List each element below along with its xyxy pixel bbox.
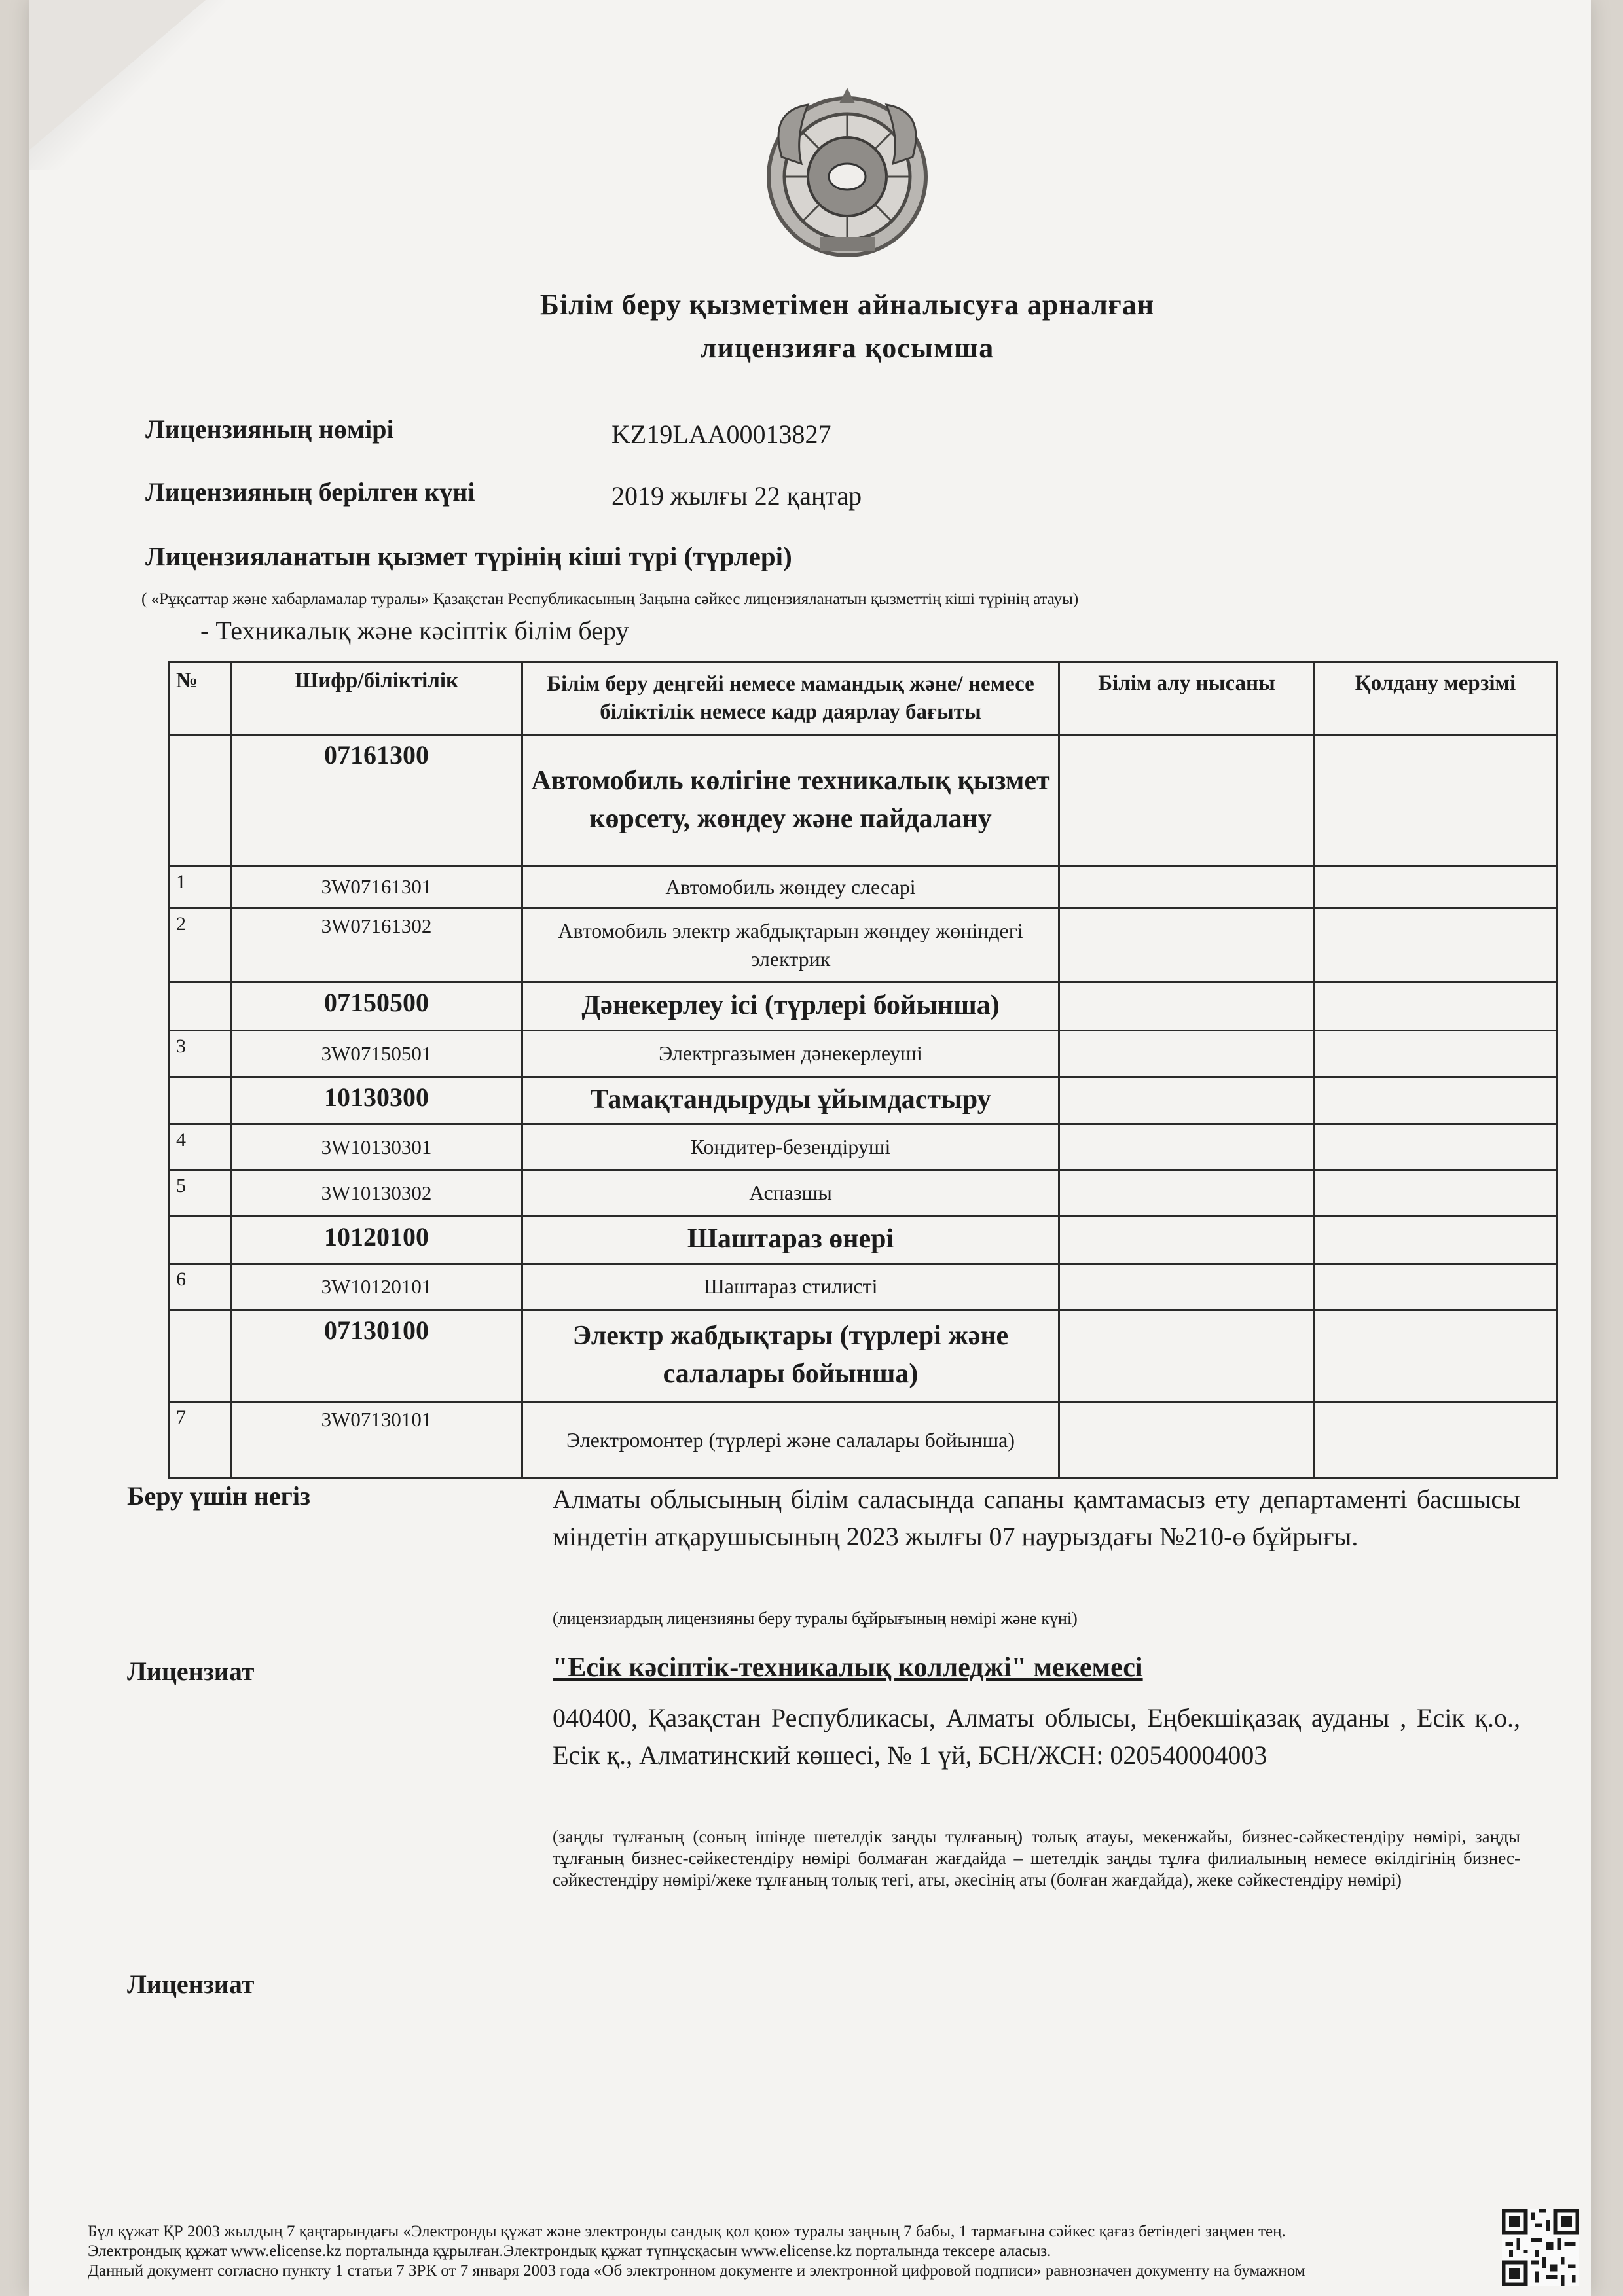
licensee-label: Лицензиат xyxy=(127,1657,255,1686)
row-term xyxy=(1315,1031,1557,1077)
state-emblem-icon xyxy=(762,85,932,262)
row-code: 3W07161301 xyxy=(231,866,522,908)
header-name: Білім беру деңгейі немесе мамандық және/ немесе біліктілік немесе кадр даярлау бағыты xyxy=(522,662,1059,735)
row-name: Электр жабдықтары (түрлері және салалары бойынша) xyxy=(522,1310,1059,1402)
row-code: 3W07130101 xyxy=(231,1402,522,1479)
table-row xyxy=(169,982,1557,1030)
row-form xyxy=(1059,1216,1315,1263)
row-form xyxy=(1059,1264,1315,1310)
table-row xyxy=(169,1216,1557,1263)
basis-label: Беру үшін негіз xyxy=(127,1481,310,1511)
row-form xyxy=(1059,734,1315,866)
row-term xyxy=(1315,1124,1557,1170)
title-line-2: лицензияға қосымша xyxy=(700,332,994,364)
row-term xyxy=(1315,866,1557,908)
row-num: 5 xyxy=(169,1170,231,1216)
issue-date-label: Лицензияның берілген күні xyxy=(145,477,475,507)
row-term xyxy=(1315,982,1557,1030)
row-num: 1 xyxy=(169,866,231,908)
row-name: Дәнекерлеу ісі (түрлері бойынша) xyxy=(522,982,1059,1030)
row-name: Автомобиль көлігіне техникалық қызмет көрсету, жөндеу және пайдалану xyxy=(522,734,1059,866)
document-page xyxy=(29,0,1591,2296)
row-name: Шаштараз стилисті xyxy=(522,1264,1059,1310)
issue-date-value: 2019 жылғы 22 қаңтар xyxy=(611,481,862,511)
row-term xyxy=(1315,1077,1557,1124)
table-row xyxy=(169,1310,1557,1402)
row-code: 07130100 xyxy=(231,1310,522,1402)
header-code: Шифр/біліктілік xyxy=(231,662,522,735)
row-num: 3 xyxy=(169,1031,231,1077)
header-num: № xyxy=(169,662,231,735)
subtype-note: ( «Рұқсаттар және хабарламалар туралы» Қазақстан Республикасының Заңына сәйкес лицензияланатын қызметтің кіші түрінің атауы) xyxy=(141,590,1079,608)
row-num xyxy=(169,1310,231,1402)
subtype-value: - Техникалық және кәсіптік білім беру xyxy=(200,616,629,645)
row-name: Автомобиль электр жабдықтарын жөндеу жөніндегі электрик xyxy=(522,908,1059,982)
footer-line-1: Бұл құжат ҚР 2003 жылдың 7 қаңтарындағы «Электронды құжат және электронды сандық қол қою» туралы заңның 7 бабы, 1 тармағына сәйкес қағаз бетіндегі заңмен тең. xyxy=(88,2223,1286,2240)
row-name: Тамақтандыруды ұйымдастыру xyxy=(522,1077,1059,1124)
row-num xyxy=(169,1216,231,1263)
row-form xyxy=(1059,908,1315,982)
folded-page-corner xyxy=(29,0,206,151)
row-code: 3W10120101 xyxy=(231,1264,522,1310)
row-form xyxy=(1059,1077,1315,1124)
table-row xyxy=(169,734,1557,866)
row-code: 3W10130302 xyxy=(231,1170,522,1216)
row-name: Электргазымен дәнекерлеуші xyxy=(522,1031,1059,1077)
row-num xyxy=(169,734,231,866)
qr-code-icon xyxy=(1502,2209,1579,2286)
row-form xyxy=(1059,1031,1315,1077)
table-row xyxy=(169,1170,1557,1216)
row-name: Кондитер-безендіруші xyxy=(522,1124,1059,1170)
row-term xyxy=(1315,1402,1557,1479)
row-name: Шаштараз өнері xyxy=(522,1216,1059,1263)
row-num xyxy=(169,1077,231,1124)
table-header-row xyxy=(169,662,1557,735)
header-form: Білім алу нысаны xyxy=(1059,662,1315,735)
row-num: 4 xyxy=(169,1124,231,1170)
subtype-label: Лицензияланатын қызмет түрінің кіші түрі (түрлері) xyxy=(145,541,792,571)
licensee-note: (заңды тұлғаның (соның ішінде шетелдік заңды тұлғаның) толық атауы, мекенжайы, бизнес-сәйкестендіру нөмірі, заңды тұлғаның бизнес-сәйкестендіру нөмірі болмаған жағдайда – шетелдік заңды тұлға филиалының немесе өкілдігінің бизнес-сәйкестендіру нөмірі/жеке тұлғаның толық тегі, аты, әкесінің аты (болған жағдайда), жеке сәйкестендіру нөмірі) xyxy=(553,1827,1520,1890)
row-term xyxy=(1315,1264,1557,1310)
row-term xyxy=(1315,908,1557,982)
row-code: 3W07161302 xyxy=(231,908,522,982)
table-row xyxy=(169,866,1557,908)
license-number-value: KZ19LAA00013827 xyxy=(611,420,831,449)
row-code: 07150500 xyxy=(231,982,522,1030)
row-form xyxy=(1059,1170,1315,1216)
table-row xyxy=(169,1402,1557,1479)
row-form xyxy=(1059,1124,1315,1170)
row-code: 3W07150501 xyxy=(231,1031,522,1077)
licensee-address: 040400, Қазақстан Республикасы, Алматы облысы, Еңбекшіқазақ ауданы , Есік қ.о., Есік қ., Алматинский көшесі, № 1 үй, БСН/ЖСН: 020540004003 xyxy=(553,1703,1520,1770)
row-code: 07161300 xyxy=(231,734,522,866)
row-form xyxy=(1059,866,1315,908)
row-name: Аспазшы xyxy=(522,1170,1059,1216)
table-row xyxy=(169,1124,1557,1170)
row-code: 10130300 xyxy=(231,1077,522,1124)
table-row xyxy=(169,1077,1557,1124)
licensee-label-2: Лицензиат xyxy=(127,1969,255,1999)
row-term xyxy=(1315,1170,1557,1216)
row-form xyxy=(1059,1310,1315,1402)
row-name: Автомобиль жөндеу слесарі xyxy=(522,866,1059,908)
row-code: 3W10130301 xyxy=(231,1124,522,1170)
basis-note: (лицензиардың лицензияны беру туралы бұйрығының нөмірі және күні) xyxy=(553,1609,1078,1628)
specialties-table xyxy=(168,661,1558,1479)
footer-line-3: Данный документ согласно пункту 1 статьи 7 ЗРК от 7 января 2003 года «Об электронном документе и электронной цифровой подписи» равнозначен документу на бумажном xyxy=(88,2262,1305,2280)
table-row xyxy=(169,908,1557,982)
licensee-name: "Есік кәсіптік-техникалық колледжі" мекемесі xyxy=(553,1653,1143,1683)
table-row xyxy=(169,1031,1557,1077)
header-term: Қолдану мерзімі xyxy=(1315,662,1557,735)
row-num xyxy=(169,982,231,1030)
footer-line-2: Электрондық құжат www.elicense.kz порталында құрылған.Электрондық құжат түпнұсқасын www.elicense.kz порталында тексере аласыз. xyxy=(88,2242,1051,2260)
row-term xyxy=(1315,734,1557,866)
row-form xyxy=(1059,982,1315,1030)
row-num: 7 xyxy=(169,1402,231,1479)
license-number-label: Лицензияның нөмірі xyxy=(145,414,394,444)
row-form xyxy=(1059,1402,1315,1479)
row-num: 2 xyxy=(169,908,231,982)
row-code: 10120100 xyxy=(231,1216,522,1263)
row-num: 6 xyxy=(169,1264,231,1310)
row-term xyxy=(1315,1216,1557,1263)
row-term xyxy=(1315,1310,1557,1402)
footer-notice xyxy=(88,2222,1450,2281)
row-name: Электромонтер (түрлері және салалары бойынша) xyxy=(522,1402,1059,1479)
basis-value: Алматы облысының білім саласында сапаны қамтамасыз ету департаменті басшысы міндетін атқарушысының 2023 жылғы 07 наурыздағы №210-ө бұйрығы. xyxy=(553,1484,1520,1551)
title-line-1: Білім беру қызметімен айналысуға арналған xyxy=(539,289,1155,321)
table-row xyxy=(169,1264,1557,1310)
